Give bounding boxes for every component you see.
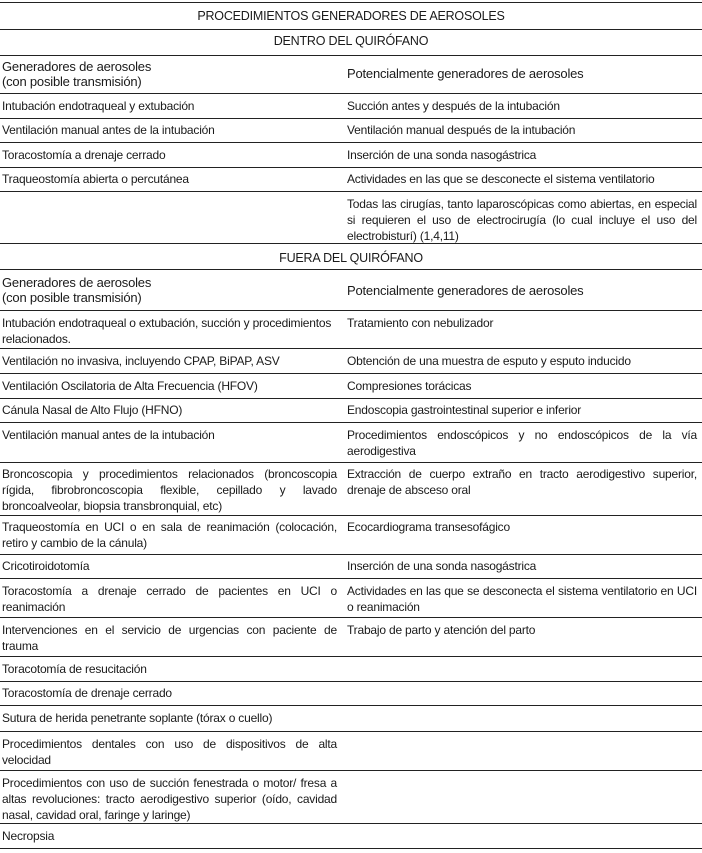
rule xyxy=(0,191,702,192)
rule xyxy=(0,617,702,618)
rule xyxy=(0,2,702,3)
rule xyxy=(0,398,702,399)
rule xyxy=(0,656,702,657)
col1-header-line1: Generadores de aerosoles xyxy=(2,59,152,74)
col1-header-line2: (con posible transmisión) xyxy=(2,74,142,89)
section-heading-inside-or: DENTRO DEL QUIRÓFANO xyxy=(273,34,429,48)
rule xyxy=(0,554,702,555)
col1-header-line1: Generadores de aerosoles xyxy=(2,275,152,290)
table-cell: Succión antes y después de la intubación xyxy=(347,99,560,113)
rule xyxy=(0,705,702,706)
table-cell: Ventilación Oscilatoria de Alta Frecuencia (HFOV) xyxy=(2,379,258,393)
rule xyxy=(0,578,702,579)
rule xyxy=(0,55,702,56)
rule xyxy=(0,93,702,94)
table-cell: Broncoscopia y procedimientos relacionados (broncoscopia rígida, fibrobroncoscopia flexible, cepillado y lavado broncoalveolar, biopsia transbronquial, etc) xyxy=(2,467,337,513)
table-cell: Intubación endotraqueal y extubación xyxy=(2,99,195,113)
table-cell: Ventilación manual antes de la intubación xyxy=(2,428,215,442)
table-cell: Ecocardiograma transesofágico xyxy=(347,520,510,534)
col1-header-line2: (con posible transmisión) xyxy=(2,290,142,305)
table-cell: Inserción de una sonda nasogástrica xyxy=(347,148,537,162)
table-cell: Inserción de una sonda nasogástrica xyxy=(347,559,537,573)
table-cell: Procedimientos dentales con uso de dispositivos de alta velocidad xyxy=(2,737,337,767)
rule xyxy=(0,373,702,374)
rule xyxy=(0,142,702,143)
table-cell: Intervenciones en el servicio de urgencias con paciente de trauma xyxy=(2,623,337,653)
table-cell: Obtención de una muestra de esputo y esputo inducido xyxy=(347,354,631,368)
table-cell: Endoscopia gastrointestinal superior e inferior xyxy=(347,403,582,417)
rule xyxy=(0,731,702,732)
table-cell: Toracostomía de drenaje cerrado xyxy=(2,686,172,700)
table-cell: Todas las cirugías, tanto laparoscópicas como abiertas, en especial si requieren el uso de electrocirugía (lo cual incluye el uso del electrobisturí) (1,4,11) xyxy=(347,197,697,243)
table-cell: Actividades en las que se desconecta el sistema ventilatorio en UCI o reanimación xyxy=(347,584,697,614)
section-heading-outside-or: FUERA DEL QUIRÓFANO xyxy=(279,251,423,265)
table-cell: Traqueostomía en UCI o en sala de reanimación (colocación, retiro y cambio de la cánula) xyxy=(2,520,337,550)
rule xyxy=(0,462,702,463)
table-cell: Tratamiento con nebulizador xyxy=(347,316,494,330)
table-cell: Ventilación manual después de la intubación xyxy=(347,123,576,137)
table-cell: Necropsia xyxy=(2,829,55,843)
table-cell: Toracostomía a drenaje cerrado de pacientes en UCI o reanimación xyxy=(2,584,337,614)
col2-header: Potencialmente generadores de aerosoles xyxy=(347,66,584,81)
table-cell: Toracostomía a drenaje cerrado xyxy=(2,148,166,162)
rule xyxy=(0,269,702,270)
table-cell: Procedimientos endoscópicos y no endoscópicos de la vía aerodigestiva xyxy=(347,428,697,458)
table-cell: Sutura de herida penetrante soplante (tórax o cuello) xyxy=(2,711,273,725)
table-cell: Cánula Nasal de Alto Flujo (HFNO) xyxy=(2,403,183,417)
rule xyxy=(0,118,702,119)
rule xyxy=(0,848,702,849)
table-cell: Cricotiroidotomía xyxy=(2,559,90,573)
table-cell: Extracción de cuerpo extraño en tracto aerodigestivo superior, drenaje de absceso oral xyxy=(347,467,697,497)
table-cell: Ventilación no invasiva, incluyendo CPAP, BiPAP, ASV xyxy=(2,354,280,368)
table-cell: Toracotomía de resucitación xyxy=(2,662,147,676)
rule xyxy=(0,348,702,349)
table-cell: Procedimientos con uso de succión fenestrada o motor/ fresa a altas revoluciones: tracto aerodigestivo superior (oído, cavidad nasal, cavidad oral, faringe y laringe) xyxy=(2,776,337,822)
rule xyxy=(0,515,702,516)
table-cell: Ventilación manual antes de la intubación xyxy=(2,123,215,137)
rule xyxy=(0,29,702,30)
table-cell: Intubación endotraqueal o extubación, succión y procedimientos relacionados. xyxy=(2,316,332,346)
rule xyxy=(0,310,702,311)
rule xyxy=(0,167,702,168)
col2-header: Potencialmente generadores de aerosoles xyxy=(347,283,584,298)
table-cell: Trabajo de parto y atención del parto xyxy=(347,623,536,637)
table-cell: Traqueostomía abierta o percutánea xyxy=(2,172,189,186)
rule xyxy=(0,770,702,771)
table-cell: Compresiones torácicas xyxy=(347,379,472,393)
table-cell: Actividades en las que se desconecte el sistema ventilatorio xyxy=(347,172,655,186)
rule xyxy=(0,422,702,423)
table-title: PROCEDIMIENTOS GENERADORES DE AEROSOLES xyxy=(197,9,505,23)
rule xyxy=(0,823,702,824)
rule xyxy=(0,681,702,682)
